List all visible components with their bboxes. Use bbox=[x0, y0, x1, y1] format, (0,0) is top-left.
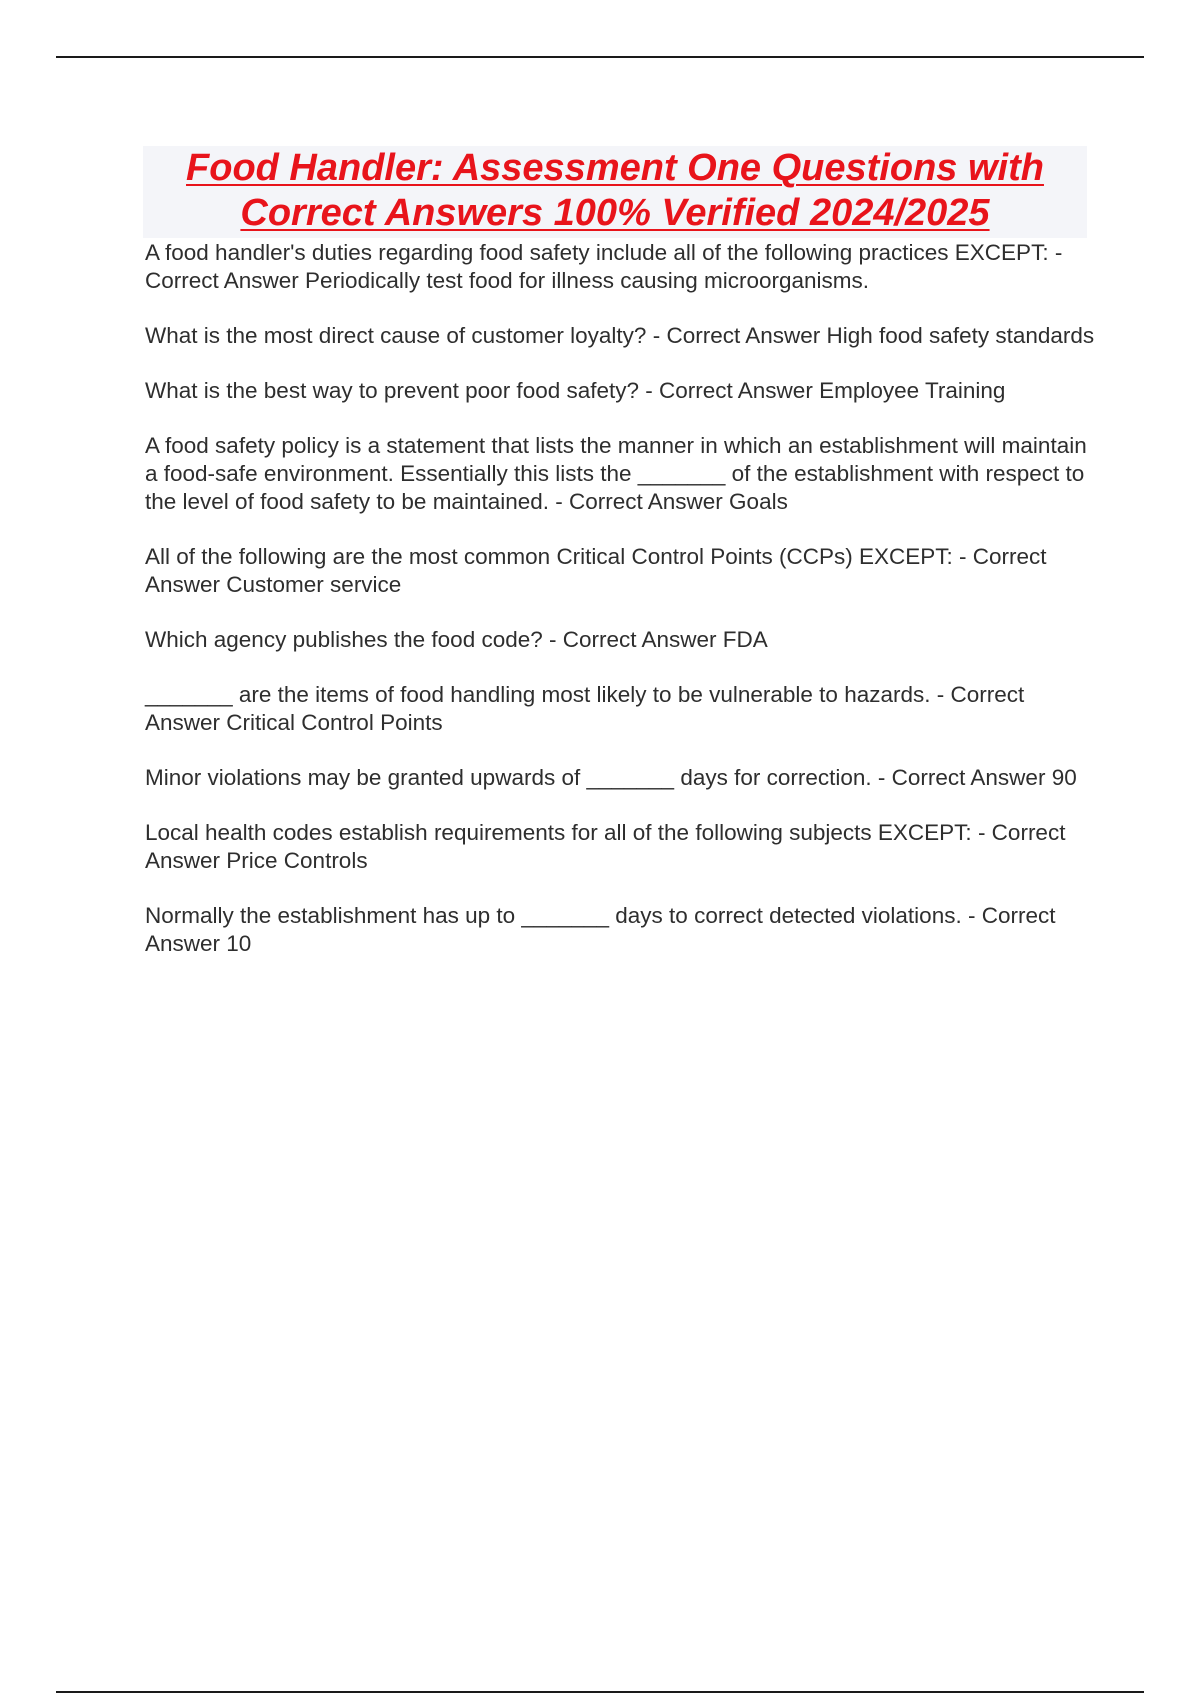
qa-item: Which agency publishes the food code? - Correct Answer FDA bbox=[145, 627, 768, 652]
qa-item: Minor violations may be granted upwards of _______ days for correction. - Correct Answer 90 bbox=[145, 765, 1077, 790]
qa-item: What is the most direct cause of customer loyalty? - Correct Answer High food safety standards bbox=[145, 323, 1095, 348]
qa-item: Normally the establishment has up to _______ days to correct detected violations. - Correct Answer 10 bbox=[145, 903, 1056, 956]
document-title: Food Handler: Assessment One Questions with Correct Answers 100% Verified 2024/2025 bbox=[186, 147, 1044, 234]
qa-item: Local health codes establish requirements for all of the following subjects EXCEPT: - Correct Answer Price Controls bbox=[145, 820, 1066, 873]
qa-list bbox=[145, 239, 1095, 985]
top-rule bbox=[56, 56, 1144, 58]
qa-item: A food handler's duties regarding food safety include all of the following practices EXCEPT: - Correct Answer Periodically test food for illness causing microorganisms. bbox=[145, 240, 1063, 293]
qa-item: _______ are the items of food handling most likely to be vulnerable to hazards. - Correct Answer Critical Control Points bbox=[145, 682, 1025, 735]
qa-item: A food safety policy is a statement that lists the manner in which an establishment will maintain a food-safe environment. Essentially this lists the _______ of the establishment with respect to the level of food safety to be maintained. - Correct Answer Goals bbox=[145, 433, 1087, 514]
qa-item: All of the following are the most common Critical Control Points (CCPs) EXCEPT: - Correct Answer Customer service bbox=[145, 544, 1047, 597]
qa-item: What is the best way to prevent poor food safety? - Correct Answer Employee Training bbox=[145, 378, 1006, 403]
bottom-rule bbox=[56, 1691, 1144, 1693]
